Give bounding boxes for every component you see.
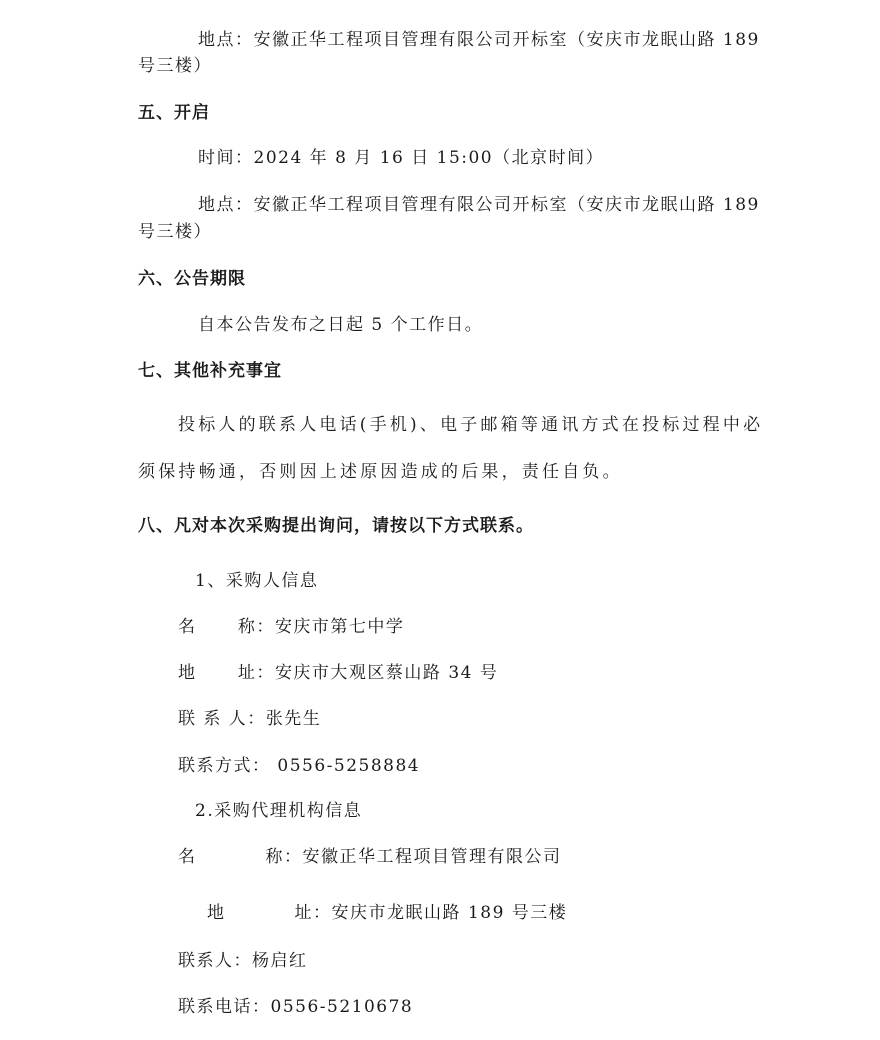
- section6-text: 自本公告发布之日起 5 个工作日。: [198, 315, 484, 335]
- section6-heading: 六、公告期限: [138, 269, 246, 289]
- purchaser-name-label: 名 称：: [178, 617, 275, 637]
- purchaser-phone-row: [178, 756, 420, 776]
- agency-address-value: 安庆市龙眠山路 189 号三楼: [331, 903, 568, 923]
- section5-heading: 五、开启: [138, 103, 210, 123]
- agency-phone-label: 联系电话：: [178, 997, 271, 1017]
- agency-address-label: 地 址：: [207, 903, 332, 923]
- agency-contact-row: [178, 951, 308, 971]
- section7-line1: 投标人的联系人电话(手机)、电子邮箱等通讯方式在投标过程中必: [178, 415, 764, 435]
- purchaser-address-row: [178, 663, 498, 683]
- section7-heading: 七、其他补充事宜: [138, 361, 282, 381]
- agency-info-title: 2.采购代理机构信息: [195, 801, 363, 821]
- section5-time: 时间：2024 年 8 月 16 日 15:00（北京时间）: [198, 148, 605, 168]
- purchaser-phone-value: 0556-5258884: [270, 756, 421, 776]
- agency-address-row: [207, 903, 567, 923]
- agency-contact-label: 联系人：: [178, 951, 252, 971]
- section4-location-line1: 地点：安徽正华工程项目管理有限公司开标室（安庆市龙眠山路 189: [198, 30, 760, 50]
- purchaser-contact-value: 张先生: [265, 709, 322, 729]
- section4-location-line2: 号三楼）: [138, 56, 212, 76]
- agency-name-row: [178, 847, 562, 867]
- purchaser-contact-row: [178, 709, 321, 729]
- section8-heading: 八、凡对本次采购提出询问，请按以下方式联系。: [138, 516, 534, 536]
- agency-phone-row: [178, 997, 413, 1017]
- agency-phone-value: 0556-5210678: [270, 997, 414, 1017]
- purchaser-name-value: 安庆市第七中学: [274, 617, 405, 637]
- section5-location-line2: 号三楼）: [138, 222, 212, 242]
- section5-location-line1: 地点：安徽正华工程项目管理有限公司开标室（安庆市龙眠山路 189: [198, 195, 760, 215]
- purchaser-name-row: [178, 617, 404, 637]
- purchaser-address-value: 安庆市大观区蔡山路 34 号: [274, 663, 499, 683]
- purchaser-contact-label: 联 系 人：: [178, 709, 266, 729]
- agency-name-value: 安徽正华工程项目管理有限公司: [302, 847, 562, 867]
- purchaser-phone-label: 联系方式：: [178, 756, 271, 776]
- purchaser-info-title: 1、采购人信息: [195, 571, 319, 591]
- purchaser-address-label: 地 址：: [178, 663, 275, 683]
- section7-line2: 须保持畅通，否则因上述原因造成的后果，责任自负。: [138, 462, 623, 482]
- agency-name-label: 名 称：: [178, 847, 303, 867]
- agency-contact-value: 杨启红: [252, 951, 308, 971]
